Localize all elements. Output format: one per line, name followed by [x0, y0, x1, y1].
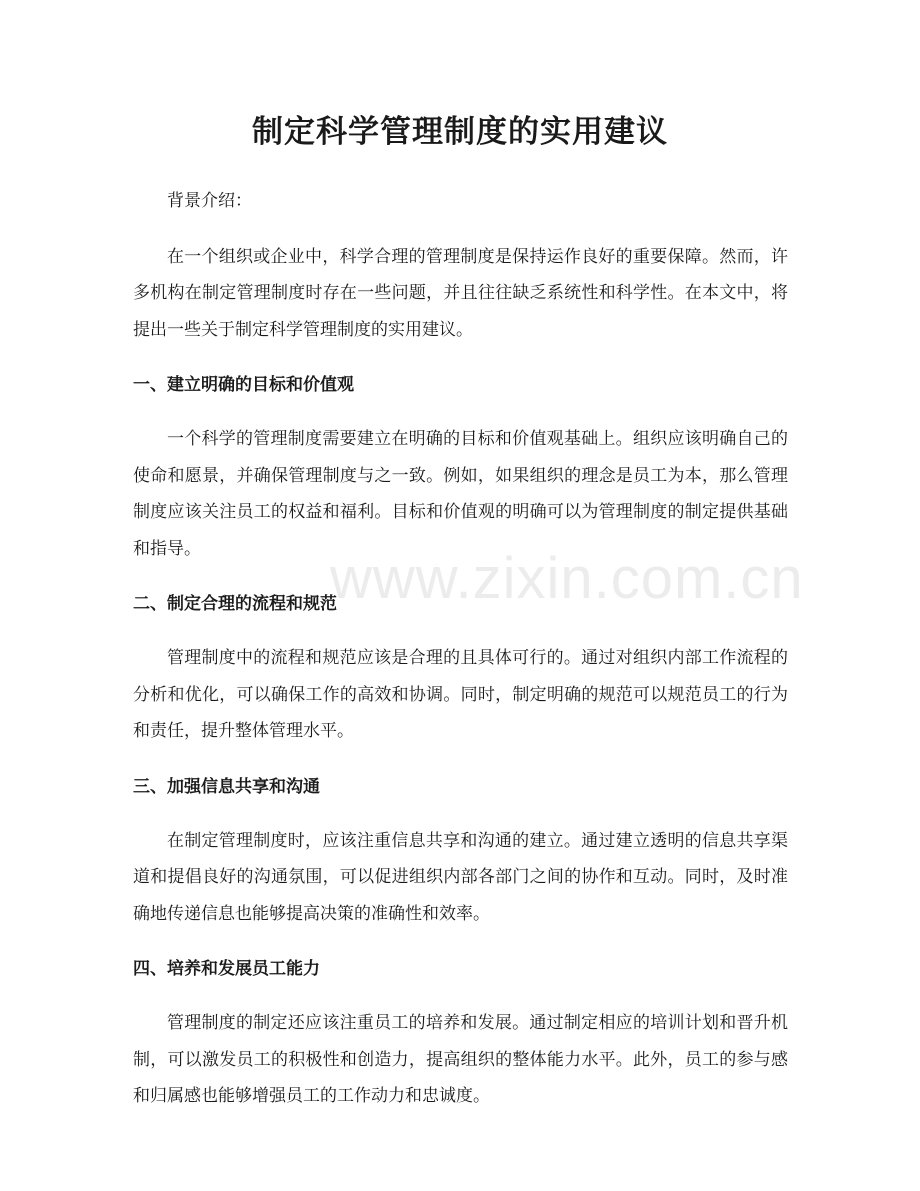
document-title: 制定科学管理制度的实用建议 — [252, 114, 668, 150]
section-body-4: 管理制度的制定还应该注重员工的培养和发展。通过制定相应的培训计划和晋升机制，可以激发员工的积极性和创造力，提高组织的整体能力水平。此外，员工的参与感和归属感也能够增强员工的工作动力和忠诚度。 — [133, 1013, 788, 1106]
document-body — [133, 183, 788, 1134]
intro-paragraph: 在一个组织或企业中，科学合理的管理制度是保持运作良好的重要保障。然而，许多机构在制定管理制度时存在一些问题，并且往往缺乏系统性和科学性。在本文中，将提出一些关于制定科学管理制度的实用建议。 — [133, 246, 788, 340]
section-heading-1: 一、建立明确的目标和价值观 — [133, 375, 354, 395]
section-heading-2: 二、制定合理的流程和规范 — [133, 594, 337, 614]
intro-label: 背景介绍： — [167, 191, 252, 211]
section-body-2: 管理制度中的流程和规范应该是合理的且具体可行的。通过对组织内部工作流程的分析和优化，可以确保工作的高效和协调。同时，制定明确的规范可以规范员工的行为和责任，提升整体管理水平。 — [133, 648, 788, 741]
watermark: www.zixin.com.cn — [330, 546, 804, 611]
section-body-3: 在制定管理制度时，应该注重信息共享和沟通的建立。通过建立透明的信息共享渠道和提倡良好的沟通氛围，可以促进组织内部各部门之间的协作和互动。同时，及时准确地传递信息也能够提高决策的准确性和效率。 — [133, 830, 788, 924]
section-body-1: 一个科学的管理制度需要建立在明确的目标和价值观基础上。组织应该明确自己的使命和愿景，并确保管理制度与之一致。例如，如果组织的理念是员工为本，那么管理制度应该关注员工的权益和福利。目标和价值观的明确可以为管理制度的制定提供基础和指导。 — [133, 429, 788, 559]
section-heading-3: 三、加强信息共享和沟通 — [133, 776, 320, 797]
section-heading-4: 四、培养和发展员工能力 — [133, 959, 320, 979]
